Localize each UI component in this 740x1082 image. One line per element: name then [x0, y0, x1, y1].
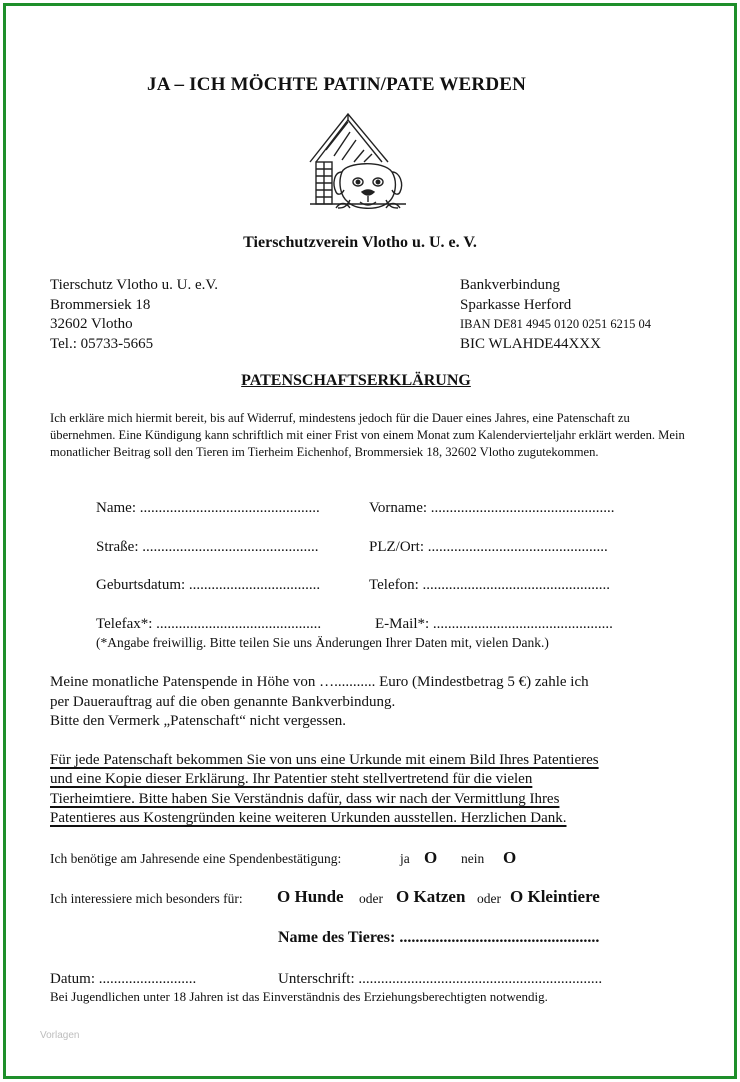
- ja-checkbox[interactable]: O: [424, 848, 438, 867]
- optional-note: (*Angabe freiwillig. Bitte teilen Sie uns Änderungen Ihrer Daten mit, vielen Dank.): [96, 635, 549, 650]
- shelter-logo: [306, 112, 410, 214]
- telefax-field[interactable]: Telefax*: ............................................: [96, 616, 322, 632]
- urkunde-line: Für jede Patenschaft bekommen Sie von uns eine Urkunde mit einem Bild Ihres Patentieres: [50, 752, 599, 768]
- telefon-field[interactable]: Telefon: ..................................................: [369, 577, 611, 593]
- iban: IBAN DE81 4945 0120 0251 6215 04: [460, 317, 651, 331]
- urkunde-line: Tierheimtiere. Bitte haben Sie Verständnis dafür, dass wir nach der Vermittlung Ihres: [50, 791, 560, 807]
- kleintiere-option[interactable]: O Kleintiere: [510, 887, 600, 906]
- interesse-question: Ich interessiere mich besonders für:: [50, 891, 243, 906]
- address-line: 32602 Vlotho: [50, 316, 133, 332]
- sender-address: [50, 276, 218, 354]
- address-line: Brommersiek 18: [50, 296, 151, 313]
- vorname-field[interactable]: Vorname: .................................................: [369, 500, 615, 516]
- urkunde-line: Patentieres aus Kostengründen keine weiteren Urkunden ausstellen. Herzlichen Dank.: [50, 810, 567, 826]
- intro-text: Ich erkläre mich hiermit bereit, bis auf Widerruf, mindestens jedoch für die Dauer eines Jahres, eine Patenschaft zu übernehmen. Eine Kündigung kann schriftlich mit einer Frist von einem Monat zum Kalendervierteljahr erklärt werden. Mein monatlicher Beitrag soll den Tieren im Tierheim Eichenhof, Brommersiek 18, 32602 Vlotho zugutekommen.: [50, 411, 685, 459]
- spende-line: per Dauerauftrag auf die oben genannte Bankverbindung.: [50, 693, 396, 710]
- form-title: JA – ICH MÖCHTE PATIN/PATE WERDEN: [147, 74, 527, 95]
- ja-label: ja: [400, 851, 410, 866]
- oder-text: oder: [477, 891, 501, 906]
- address-line: Tierschutz Vlotho u. U. e.V.: [50, 277, 219, 293]
- unterschrift-field[interactable]: Unterschrift: .................................................................: [278, 971, 603, 987]
- spende-text: [50, 673, 589, 732]
- spendenbestaetigung-question: Ich benötige am Jahresende eine Spendenbestätigung:: [50, 851, 342, 866]
- footer-note: Bei Jugendlichen unter 18 Jahren ist das Einverständnis des Erziehungsberechtigten notwendig.: [50, 989, 548, 1004]
- hunde-option[interactable]: O Hunde: [277, 887, 344, 906]
- strasse-field[interactable]: Straße: ...............................................: [96, 539, 319, 555]
- nein-checkbox[interactable]: O: [503, 848, 517, 867]
- datum-field[interactable]: Datum: ..........................: [50, 971, 197, 987]
- bic: BIC WLAHDE44XXX: [460, 335, 601, 352]
- geburtsdatum-field[interactable]: Geburtsdatum: ...................................: [96, 577, 321, 593]
- email-field[interactable]: E-Mail*: ................................................: [375, 616, 613, 632]
- watermark: Vorlagen: [40, 1030, 80, 1041]
- spende-line: Bitte den Vermerk „Patenschaft“ nicht vergessen.: [50, 713, 347, 729]
- organization-name: Tierschutzverein Vlotho u. U. e. V.: [243, 234, 477, 251]
- katzen-option[interactable]: O Katzen: [396, 887, 466, 906]
- section-heading: PATENSCHAFTSERKLÄRUNG: [241, 372, 471, 389]
- urkunde-line: und eine Kopie dieser Erklärung. Ihr Patentier steht stellvertretend für die vielen: [50, 771, 533, 787]
- name-field[interactable]: Name: ................................................: [96, 500, 320, 516]
- nein-label: nein: [461, 851, 485, 866]
- address-line: Tel.: 05733-5665: [50, 335, 154, 352]
- spende-line: Meine monatliche Patenspende in Höhe von …........... Euro (Mindestbetrag 5 €) zahle ich: [50, 674, 589, 690]
- plz-ort-field[interactable]: PLZ/Ort: ................................................: [369, 539, 608, 555]
- bank-line: Bankverbindung: [460, 277, 560, 293]
- bank-details: [460, 276, 651, 354]
- tiername-field[interactable]: Name des Tieres: ..................................................: [278, 929, 600, 946]
- bank-line: Sparkasse Herford: [460, 296, 572, 313]
- oder-text: oder: [359, 891, 383, 906]
